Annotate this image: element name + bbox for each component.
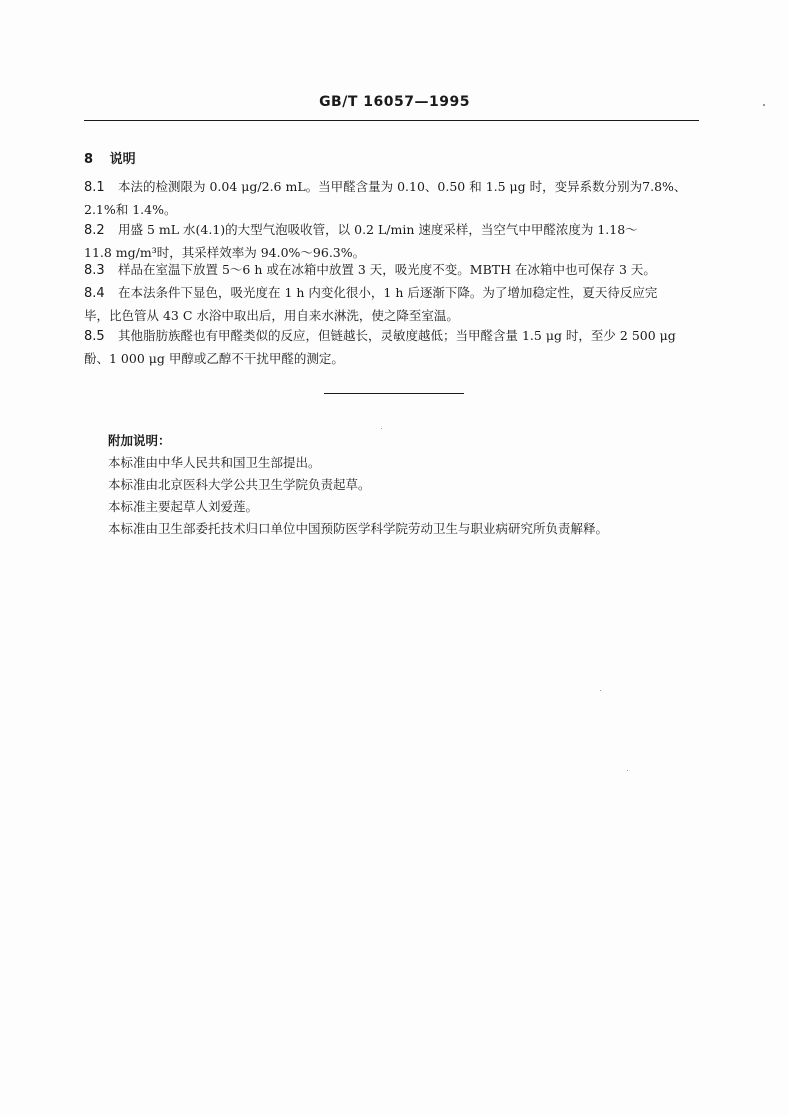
clause-text: 其他脂肪族醛也有甲醛类似的反应，但链越长，灵敏度越低；当甲醛含量 1.5 μg 时，至少 2 500 μg xyxy=(118,328,676,343)
end-of-text-rule xyxy=(324,393,464,394)
additional-notes xyxy=(108,430,608,540)
additional-note-item: 本标准由中华人民共和国卫生部提出。 xyxy=(108,455,321,470)
clause-text: 样品在室温下放置 5～6 h 或在冰箱中放置 3 天，吸光度不变。MBTH 在冰箱中也可保存 3 天。 xyxy=(118,262,656,277)
additional-note-item: 本标准由北京医科大学公共卫生学院负责起草。 xyxy=(108,477,371,492)
additional-note-item: 本标准由卫生部委托技术归口单位中国预防医学科学院劳动卫生与职业病研究所负责解释。 xyxy=(108,521,609,536)
clause-text: 用盛 5 mL 水(4.1)的大型气泡吸收管，以 0.2 L/min 速度采样，当空气中甲醛浓度为 1.18～ xyxy=(118,222,638,237)
section-title: 说明 xyxy=(109,152,136,167)
clause-text: 酚、1 000 μg 甲醇或乙醇不干扰甲醛的测定。 xyxy=(84,351,344,366)
scan-speck xyxy=(763,104,765,106)
clause-8-3 xyxy=(84,259,699,282)
standard-code: GB/T 16057—1995 xyxy=(319,94,470,110)
clause-text: 在本法条件下显色，吸光度在 1 h 内变化很小，1 h 后逐渐下降。为了增加稳定性，夏天待反应完 xyxy=(118,285,658,300)
clause-number: 8.2 xyxy=(84,223,105,238)
clause-text: 毕，比色管从 43 C 水浴中取出后，用自来水淋洗，使之降至室温。 xyxy=(84,308,459,323)
clause-8-5 xyxy=(84,325,699,370)
clause-text: 11.8 mg/m³时，其采样效率为 94.0%～96.3%。 xyxy=(84,245,366,260)
clause-text: 本法的检测限为 0.04 μg/2.6 mL。当甲醛含量为 0.10、0.50 和 1.5 μg 时，变异系数分别为7.8%、 xyxy=(118,179,687,194)
header-rule xyxy=(84,120,699,121)
clause-8-4 xyxy=(84,282,699,327)
additional-notes-title: 附加说明： xyxy=(108,433,171,448)
section-number: 8 xyxy=(84,152,94,167)
clause-number: 8.5 xyxy=(84,329,105,344)
clause-number: 8.4 xyxy=(84,286,105,301)
scan-speck xyxy=(600,690,601,691)
clause-8-1 xyxy=(84,176,699,221)
additional-note-item: 本标准主要起草人刘爱莲。 xyxy=(108,499,259,514)
scan-speck xyxy=(381,428,382,429)
clause-number: 8.1 xyxy=(84,180,105,195)
section-heading xyxy=(84,148,136,167)
clause-number: 8.3 xyxy=(84,263,105,278)
clause-text: 2.1%和 1.4%。 xyxy=(84,202,177,217)
scan-speck xyxy=(627,770,628,771)
clause-8-2 xyxy=(84,219,699,264)
